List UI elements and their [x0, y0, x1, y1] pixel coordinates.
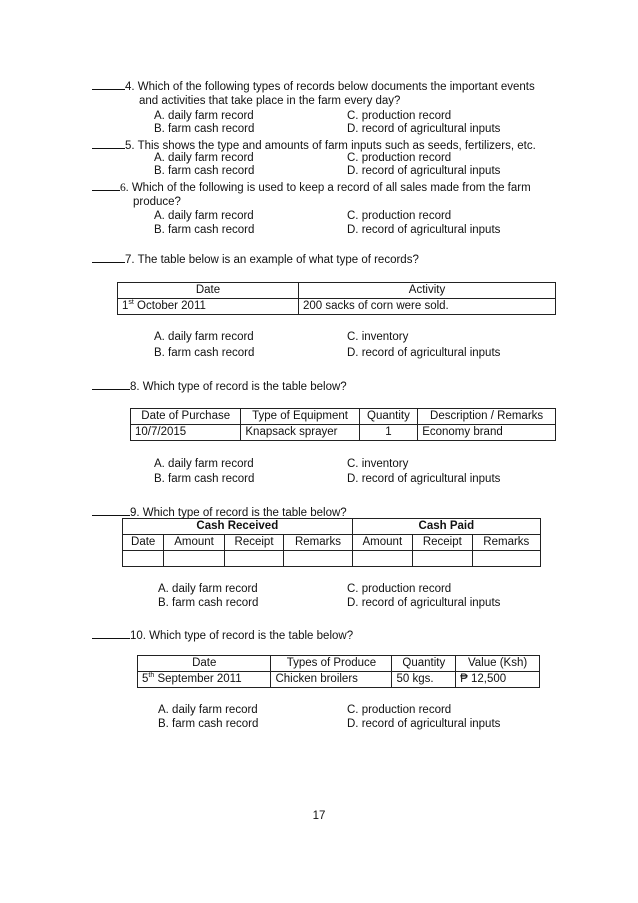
table-cell: Economy brand — [418, 425, 556, 441]
question-7 — [92, 251, 419, 266]
question-6 — [92, 179, 531, 194]
choice-d: D. record of agricultural inputs — [347, 597, 501, 609]
answer-blank[interactable] — [92, 378, 130, 390]
question-6-line2: produce? — [133, 196, 181, 208]
table-cell: 1st October 2011 — [118, 299, 299, 315]
choice-d: D. record of agricultural inputs — [347, 165, 501, 177]
table-header: Activity — [299, 283, 556, 299]
question-text: 9. Which type of record is the table below? — [130, 507, 347, 519]
table-cell: 5th September 2011 — [138, 672, 271, 688]
choice-b: B. farm cash record — [158, 718, 259, 730]
choice-a: A. daily farm record — [158, 583, 258, 595]
answer-blank[interactable] — [92, 137, 125, 149]
choice-d: D. record of agricultural inputs — [347, 347, 501, 359]
table-cell — [352, 551, 412, 567]
question-4 — [92, 78, 535, 93]
table-row — [131, 425, 556, 441]
table-header: Receipt — [224, 535, 284, 551]
choice-a: A. daily farm record — [154, 152, 254, 164]
choice-a: A. daily farm record — [158, 704, 258, 716]
production-record-table — [137, 655, 540, 688]
question-5 — [92, 137, 536, 152]
choice-a: A. daily farm record — [154, 458, 254, 470]
choice-b: B. farm cash record — [154, 224, 255, 236]
choice-c: C. inventory — [347, 331, 409, 343]
table-header: Types of Produce — [271, 656, 392, 672]
table-cell — [284, 551, 352, 567]
table-header: Quantity — [392, 656, 456, 672]
table-header: Receipt — [413, 535, 473, 551]
choice-a: A. daily farm record — [154, 210, 254, 222]
table-cell: ₱ 12,500 — [456, 672, 540, 688]
question-9 — [92, 504, 347, 519]
table-cell: Knapsack sprayer — [241, 425, 359, 441]
choice-d: D. record of agricultural inputs — [347, 123, 501, 135]
answer-blank[interactable] — [92, 251, 125, 263]
table-header: Date — [123, 535, 164, 551]
choice-a: A. daily farm record — [154, 110, 254, 122]
table-cell: Chicken broilers — [271, 672, 392, 688]
table-header: Amount — [164, 535, 224, 551]
table-cell — [164, 551, 224, 567]
choice-c: C. production record — [347, 152, 452, 164]
table-group-header: Cash Paid — [352, 519, 540, 535]
question-text: 8. Which type of record is the table below? — [130, 381, 347, 393]
choice-a: A. daily farm record — [154, 331, 254, 343]
inputs-record-table — [130, 408, 556, 441]
choice-c: C. inventory — [347, 458, 409, 470]
question-10 — [92, 627, 353, 642]
table-cell — [472, 551, 540, 567]
daily-record-table — [117, 282, 556, 315]
choice-b: B. farm cash record — [154, 123, 255, 135]
choice-c: C. production record — [347, 110, 452, 122]
question-text: 7. The table below is an example of what type of records? — [125, 254, 419, 266]
table-header: Description / Remarks — [418, 409, 556, 425]
table-header: Value (Ksh) — [456, 656, 540, 672]
question-text: 10. Which type of record is the table below? — [130, 630, 354, 642]
choice-b: B. farm cash record — [154, 165, 255, 177]
answer-blank[interactable] — [92, 179, 120, 191]
table-row — [138, 672, 540, 688]
question-8 — [92, 378, 347, 393]
cash-record-table — [122, 518, 541, 567]
question-text: Which of the following is used to keep a record of all sales made from the farm — [131, 182, 531, 194]
question-4-line2: and activities that take place in the farm every day? — [139, 95, 401, 107]
table-cell: 200 sacks of corn were sold. — [299, 299, 556, 315]
answer-blank[interactable] — [92, 504, 130, 516]
table-row — [118, 299, 556, 315]
table-row — [123, 551, 541, 567]
choice-c: C. production record — [347, 583, 452, 595]
table-cell: 50 kgs. — [392, 672, 456, 688]
table-header: Remarks — [472, 535, 540, 551]
table-cell — [413, 551, 473, 567]
table-header: Date of Purchase — [131, 409, 241, 425]
table-cell: 1 — [359, 425, 417, 441]
table-cell — [123, 551, 164, 567]
choice-d: D. record of agricultural inputs — [347, 718, 501, 730]
table-header: Date — [138, 656, 271, 672]
question-text: 4. Which of the following types of records below documents the important events — [125, 81, 535, 93]
choice-c: C. production record — [347, 704, 452, 716]
question-number: 6. — [120, 182, 129, 194]
table-header: Remarks — [284, 535, 352, 551]
answer-blank[interactable] — [92, 78, 125, 90]
choice-b: B. farm cash record — [154, 473, 255, 485]
choice-b: B. farm cash record — [158, 597, 259, 609]
table-header: Quantity — [359, 409, 417, 425]
choice-d: D. record of agricultural inputs — [347, 473, 501, 485]
choice-d: D. record of agricultural inputs — [347, 224, 501, 236]
question-text: 5. This shows the type and amounts of farm inputs such as seeds, fertilizers, etc. — [125, 140, 536, 152]
table-header: Date — [118, 283, 299, 299]
table-cell — [224, 551, 284, 567]
table-header: Amount — [352, 535, 412, 551]
answer-blank[interactable] — [92, 627, 130, 639]
table-header: Type of Equipment — [241, 409, 359, 425]
table-cell: 10/7/2015 — [131, 425, 241, 441]
table-group-header: Cash Received — [123, 519, 353, 535]
choice-c: C. production record — [347, 210, 452, 222]
choice-b: B. farm cash record — [154, 347, 255, 359]
page-number: 17 — [312, 810, 326, 822]
